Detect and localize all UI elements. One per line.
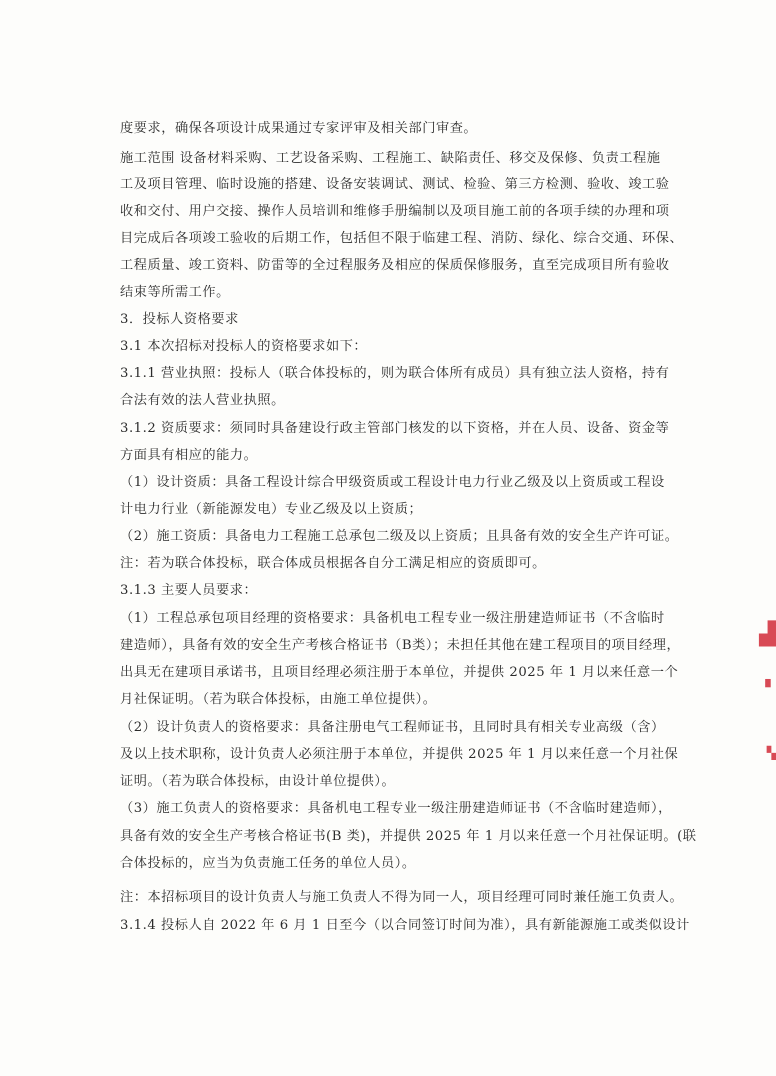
text-line: 度要求，确保各项设计成果通过专家评审及相关部门审查。: [120, 121, 478, 136]
text-line: 证明。（若为联合体投标，由设计单位提供）。: [120, 774, 396, 789]
text-line: 具备有效的安全生产考核合格证书(B 类)，并提供 2025 年 1 月以来任意一个月社保证明。(联: [120, 829, 697, 844]
text-line: 月社保证明。（若为联合体投标，由施工单位提供）。: [120, 692, 437, 707]
text-line: （2）施工资质：具备电力工程施工总承包二级及以上资质；且具备有效的安全生产许可证。: [120, 529, 679, 544]
text-line: 施工范围 设备材料采购、工艺设备采购、工程施工、缺陷责任、移交及保修、负责工程施: [120, 151, 661, 166]
text-line: 建造师），具备有效的安全生产考核合格证书（B类）；未担任其他在建工程项目的项目经理，: [120, 638, 681, 653]
text-line: 及以上技术职称，设计负责人必须注册于本单位，并提供 2025 年 1 月以来任意一个月社保: [120, 747, 679, 762]
section-heading: 3．投标人资格要求: [120, 312, 239, 327]
text-line: 方面具有相应的能力。: [120, 448, 258, 463]
text-line: 计电力行业（新能源发电）专业乙级及以上资质；: [120, 502, 423, 517]
text-line: 注：本招标项目的设计负责人与施工负责人不得为同一人，项目经理可同时兼任施工负责人。: [120, 890, 684, 905]
text-line: （2）设计负责人的资格要求：具备注册电气工程师证书，且同时具有相关专业高级（含）: [120, 720, 665, 735]
text-line: 目完成后各项竣工验收的后期工作，包括但不限于临建工程、消防、绿化、综合交通、环保、: [120, 231, 684, 246]
text-line: （3）施工负责人的资格要求：具备机电工程专业一级注册建造师证书（不含临时建造师），: [120, 801, 672, 816]
text-line: 合体投标的，应当为负责施工任务的单位人员）。: [120, 856, 416, 871]
text-line: 工及项目管理、临时设施的搭建、设备安装调试、测试、检验、第三方检测、验收、竣工验: [120, 177, 670, 192]
text-line: （1）设计资质：具备工程设计综合甲级资质或工程设计电力行业乙级及以上资质或工程设: [120, 475, 665, 490]
text-line: 3.1.2 资质要求：须同时具备建设行政主管部门核发的以下资格，并在人员、设备、资金等: [120, 421, 670, 436]
text-line: 注：若为联合体投标，联合体成员根据各自分工满足相应的资质即可。: [120, 556, 546, 571]
text-line: 合法有效的法人营业执照。: [120, 393, 285, 408]
text-line: 3.1.3 主要人员要求：: [120, 583, 258, 598]
text-line: 出具无在建项目承诺书，且项目经理必须注册于本单位，并提供 2025 年 1 月以来任意一个: [120, 665, 679, 680]
red-seal-fragment: ▟ ▘ ▚: [759, 622, 776, 760]
text-line: 3.1 本次招标对投标人的资格要求如下：: [120, 339, 368, 354]
text-line: 3.1.4 投标人自 2022 年 6 月 1 日至今（以合同签订时间为准），具有新能源施工或类似设计: [120, 918, 690, 933]
text-line: 结束等所需工作。: [120, 285, 230, 300]
text-line: 3.1.1 营业执照：投标人（联合体投标的，则为联合体所有成员）具有独立法人资格，持有: [120, 366, 670, 381]
text-line: 工程质量、竣工资料、防雷等的全过程服务及相应的保质保修服务，直至完成项目所有验收: [120, 258, 670, 273]
text-line: （1）工程总承包项目经理的资格要求：具备机电工程专业一级注册建造师证书（不含临时: [120, 611, 665, 626]
text-line: 收和交付、用户交接、操作人员培训和维修手册编制以及项目施工前的各项手续的办理和项: [120, 204, 670, 219]
